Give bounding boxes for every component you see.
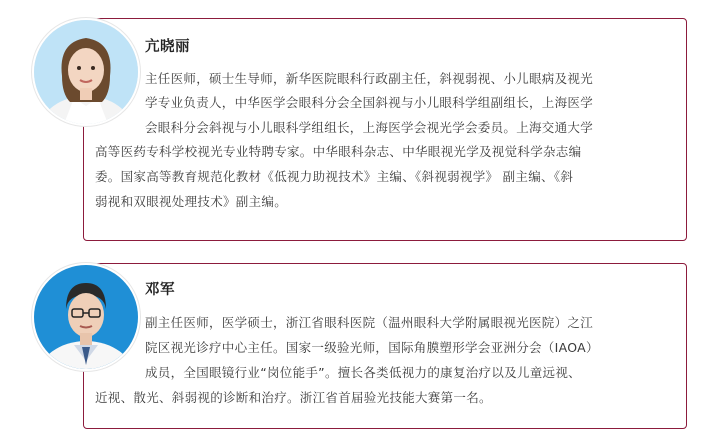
bio-line: 高等医药专科学校视光专业特聘专家。中华眼科杂志、中华眼视光学及视觉科学杂志编 (95, 144, 582, 159)
portrait-woman-icon (34, 20, 138, 124)
avatar-photo-1 (32, 18, 140, 126)
bio-line: 近视、散光、斜弱视的诊断和治疗。浙江省首届验光技能大赛第一名。 (95, 390, 492, 405)
profile-name-2: 邓军 (145, 282, 175, 298)
bio-line: 副主任医师，医学硕士，浙江省眼科医院（温州眼科大学附属眼视光医院）之江 (145, 315, 594, 330)
profile-name-1: 亢晓丽 (145, 39, 190, 55)
bio-line: 弱视和双眼视处理技术》副主编。 (95, 194, 288, 209)
bio-line: 委。国家高等教育规范化教材《低视力助视技术》主编、《斜视弱视学》 副主编、《斜 (95, 169, 574, 184)
bio-line: 学专业负责人，中华医学会眼科分会全国斜视与小儿眼科学组副组长，上海医学 (145, 95, 594, 110)
bio-line: 成员，全国眼镜行业“岗位能手”。擅长各类低视力的康复治疗以及儿童远视、 (145, 365, 581, 380)
bio-line: 会眼科分会斜视与小儿眼科学组组长，上海医学会视光学会委员。上海交通大学 (145, 120, 594, 135)
bio-line: 主任医师，硕士生导师，新华医院眼科行政副主任，斜视弱视、小儿眼病及视光 (145, 71, 594, 86)
avatar-photo-2 (32, 263, 140, 371)
bio-line: 院区视光诊疗中心主任。国家一级验光师，国际角膜塑形学会亚洲分会（IAOA） (145, 340, 599, 355)
portrait-man-icon (34, 265, 138, 369)
